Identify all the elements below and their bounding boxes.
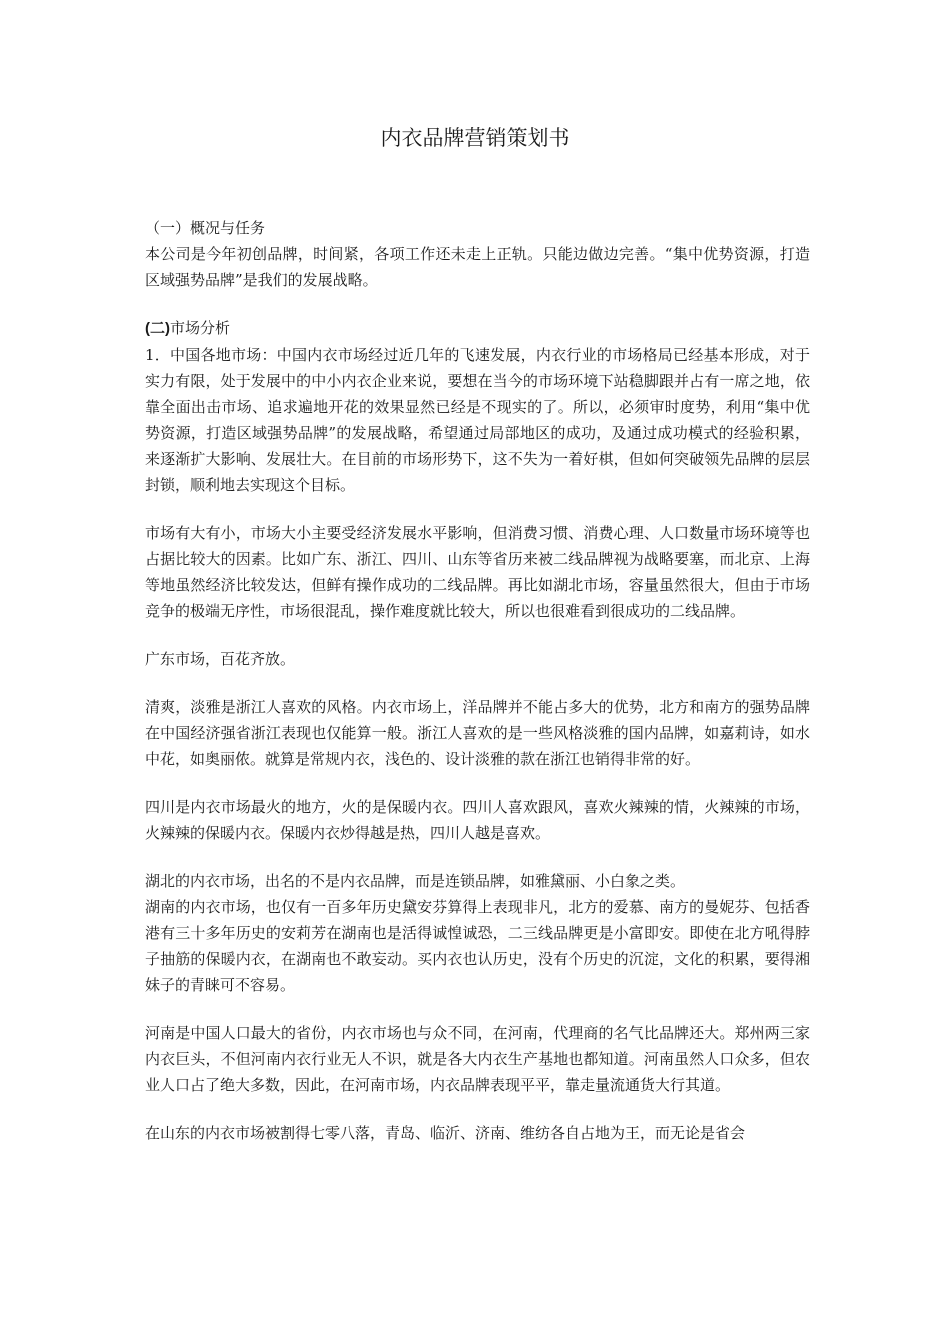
market-paragraph-henan: 河南是中国人口最大的省份，内衣市场也与众不同，在河南，代理商的名气比品牌还大。郑州两三家内衣巨头，不但河南内衣行业无人不识，就是各大内衣生产基地也都知道。河南虽然人口众多，但农业人口占了绝大多数，因此，在河南市场，内衣品牌表现平平，靠走量流通货大行其道。 bbox=[145, 1024, 810, 1094]
document-title: 内衣品牌营销策划书 bbox=[380, 126, 570, 150]
market-paragraph-size: 市场有大有小，市场大小主要受经济发展水平影响，但消费习惯、消费心理、人口数量市场环境等也占据比较大的因素。比如广东、浙江、四川、山东等省历来被二线品牌视为战略要塞，而北京、上海等地虽然经济比较发达，但鲜有操作成功的二线品牌。再比如湖北市场，容量虽然很大，但由于市场竞争的极端无序性，市场很混乱，操作难度就比较大，所以也很难看到很成功的二线品牌。 bbox=[145, 524, 810, 620]
paragraph-spacer bbox=[145, 293, 810, 315]
section-heading-overview: （一）概况与任务 bbox=[145, 219, 266, 237]
market-paragraph-zhejiang: 清爽，淡雅是浙江人喜欢的风格。内衣市场上，洋品牌并不能占多大的优势，北方和南方的强势品牌在中国经济强省浙江表现也仅能算一般。浙江人喜欢的是一些风格淡雅的国内品牌，如嘉莉诗，如水中花，如奥丽侬。就算是常规内衣，浅色的、设计淡雅的款在浙江也销得非常的好。 bbox=[145, 698, 810, 768]
paragraph-spacer bbox=[145, 672, 810, 694]
paragraph-spacer bbox=[145, 1098, 810, 1120]
section-heading-text: 市场分析 bbox=[170, 319, 231, 337]
overview-paragraph: 本公司是今年初创品牌，时间紧，各项工作还未走上正轨。只能边做边完善。“集中优势资源，打造区域强势品牌”是我们的发展战略。 bbox=[145, 245, 810, 289]
market-paragraph-sichuan: 四川是内衣市场最火的地方，火的是保暖内衣。四川人喜欢跟风，喜欢火辣辣的情，火辣辣的市场，火辣辣的保暖内衣。保暖内衣炒得越是热，四川人越是喜欢。 bbox=[145, 798, 810, 842]
document-body bbox=[145, 215, 810, 1146]
market-paragraph-hunan: 湖南的内衣市场，也仅有一百多年历史黛安芬算得上表现非凡，北方的爱慕、南方的曼妮芬、包括香港有三十多年历史的安莉芳在湖南也是活得诚惶诚恐，二三线品牌更是小富即安。即使在北方吼得脖子抽筋的保暖内衣，在湖南也不敢妄动。买内衣也认历史，没有个历史的沉淀，文化的积累，要得湘妹子的青睐可不容易。 bbox=[145, 898, 810, 994]
paragraph-spacer bbox=[145, 846, 810, 868]
paragraph-spacer bbox=[145, 998, 810, 1020]
market-paragraph-shandong: 在山东的内衣市场被割得七零八落，青岛、临沂、济南、维纺各自占地为王，而无论是省会 bbox=[145, 1124, 746, 1142]
market-paragraph-guangdong: 广东市场，百花齐放。 bbox=[145, 650, 296, 668]
market-paragraph-regions: 1．中国各地市场：中国内衣市场经过近几年的飞速发展，内衣行业的市场格局已经基本形成，对于实力有限，处于发展中的中小内衣企业来说，要想在当今的市场环境下站稳脚跟并占有一席之地，依靠全面出击市场、追求遍地开花的效果显然已经是不现实的了。所以，必须审时度势，利用“集中优势资源，打造区域强势品牌”的发展战略，希望通过局部地区的成功，及通过成功模式的经验积累，来逐渐扩大影响、发展壮大。在目前的市场形势下，这不失为一着好棋，但如何突破领先品牌的层层封锁，顺利地去实现这个目标。 bbox=[145, 346, 810, 494]
paragraph-spacer bbox=[145, 772, 810, 794]
section-heading-market-analysis bbox=[145, 315, 810, 342]
paragraph-spacer bbox=[145, 624, 810, 646]
section-number: (二) bbox=[145, 320, 170, 337]
market-paragraph-hubei: 湖北的内衣市场，出名的不是内衣品牌，而是连锁品牌，如雅黛丽、小白象之类。 bbox=[145, 872, 686, 890]
paragraph-spacer bbox=[145, 498, 810, 520]
